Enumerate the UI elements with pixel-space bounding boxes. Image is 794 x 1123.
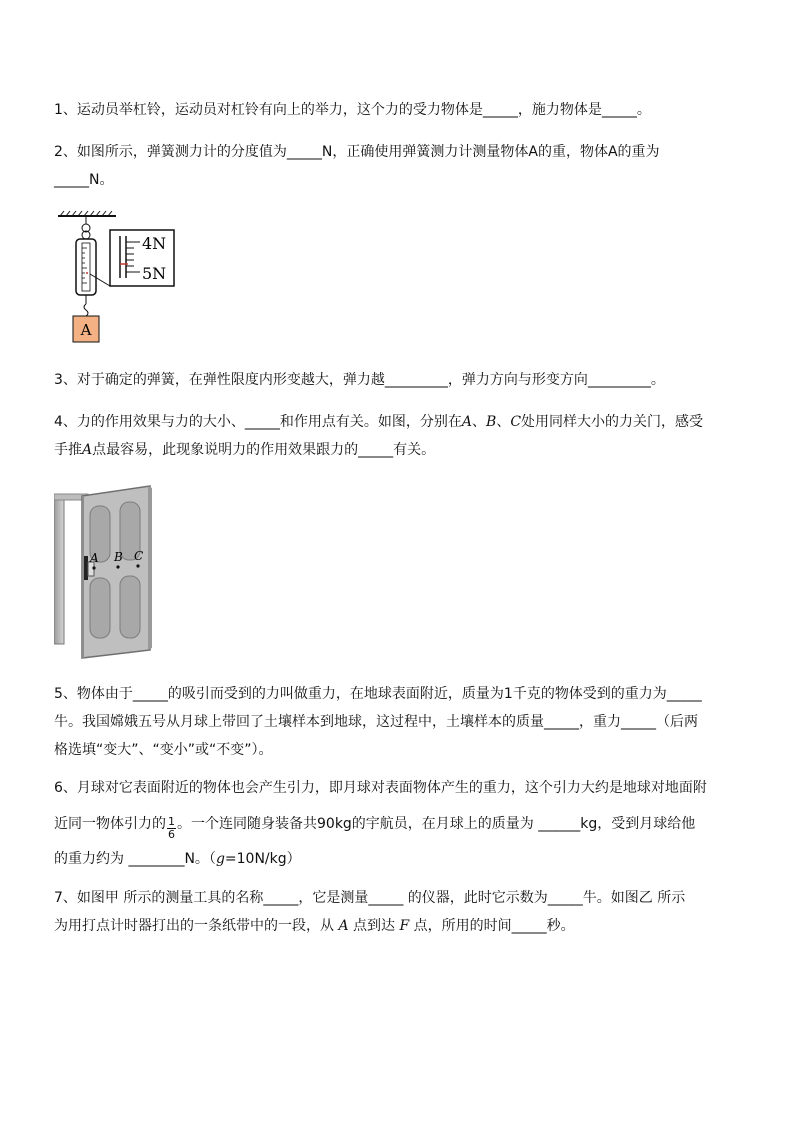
question-text: 近同一物体引力的 xyxy=(54,816,166,832)
door-figure xyxy=(54,482,156,660)
question-1 xyxy=(54,96,744,124)
question-6 xyxy=(54,774,744,873)
question-7 xyxy=(54,884,744,940)
question-5 xyxy=(54,680,744,764)
question-text: 点最容易，此现象说明力的作用效果跟力的_____有关。 xyxy=(92,442,436,458)
question-text: 处用同样大小的力关门，感受 xyxy=(521,414,704,430)
question-text: 牛。我国嫦娥五号从月球上带回了土壤样本到地球，这过程中，土壤样本的质量_____，重力_____（后两 xyxy=(54,714,698,730)
spring-scale-figure xyxy=(54,208,184,344)
question-text: 为用打点计时器打出的一条纸带中的一段，从 xyxy=(54,918,339,934)
question-text: 格选填“变大”、“变小”或“不变”）。 xyxy=(54,742,273,758)
question-text: 4、力的作用效果与力的大小、_____和作用点有关。如图，分别在 xyxy=(54,414,462,430)
question-text: 、 xyxy=(496,414,511,430)
fraction-denominator: 6 xyxy=(168,827,175,841)
scale-label-4n: 4N xyxy=(142,234,167,253)
door-point-b: B xyxy=(114,550,123,564)
block-label: A xyxy=(80,321,92,339)
question-text: 点，所用的时间_____秒。 xyxy=(409,918,575,934)
door-point-a: A xyxy=(90,551,99,565)
question-3 xyxy=(54,366,744,394)
question-text: 点到达 xyxy=(348,918,400,934)
question-text: =10N/kg） xyxy=(224,850,301,867)
variable-g: g xyxy=(215,850,225,867)
point-label: A xyxy=(82,442,93,458)
question-text: 7、如图甲 所示的测量工具的名称_____，它是测量_____ 的仪器，此时它示数为_____牛。如图乙 所示 xyxy=(54,890,686,906)
point-label: A xyxy=(338,918,349,934)
point-label: F xyxy=(399,918,410,934)
question-text: 6、月球对它表面附近的物体也会产生引力，即月球对表面物体产生的重力，这个引力大约是地球对地面附 xyxy=(54,780,707,796)
point-label: C xyxy=(510,414,522,430)
question-text: 。一个连同随身装备共90kg的宇航员，在月球上的质量为 ______kg，受到月球给他 xyxy=(177,816,696,832)
question-text: 、 xyxy=(472,414,487,430)
question-text: 3、对于确定的弹簧，在弹性限度内形变越大，弹力越_________，弹力方向与形变方向_________。 xyxy=(54,372,665,388)
question-text: 的重力约为 ________N。（ xyxy=(54,850,216,867)
point-label: A xyxy=(461,414,473,430)
door-point-c: C xyxy=(134,549,144,563)
question-text: 1、运动员举杠铃，运动员对杠铃有向上的举力，这个力的受力物体是_____，施力物体是_____。 xyxy=(54,102,651,118)
scale-label-5n: 5N xyxy=(142,264,167,283)
question-2 xyxy=(54,138,744,194)
question-text: 手推 xyxy=(54,442,82,458)
question-text: 2、如图所示，弹簧测力计的分度值为_____N，正确使用弹簧测力计测量物体A的重，物体A的重为 xyxy=(54,144,660,160)
question-text: 5、物体由于_____的吸引而受到的力叫做重力，在地球表面附近，质量为1千克的物体受到的重力为_____ xyxy=(54,686,702,702)
point-label: B xyxy=(486,414,497,430)
fraction-one-sixth xyxy=(167,816,176,841)
question-text: _____N。 xyxy=(54,172,114,188)
question-4 xyxy=(54,408,744,464)
fraction-numerator: 1 xyxy=(168,814,175,828)
